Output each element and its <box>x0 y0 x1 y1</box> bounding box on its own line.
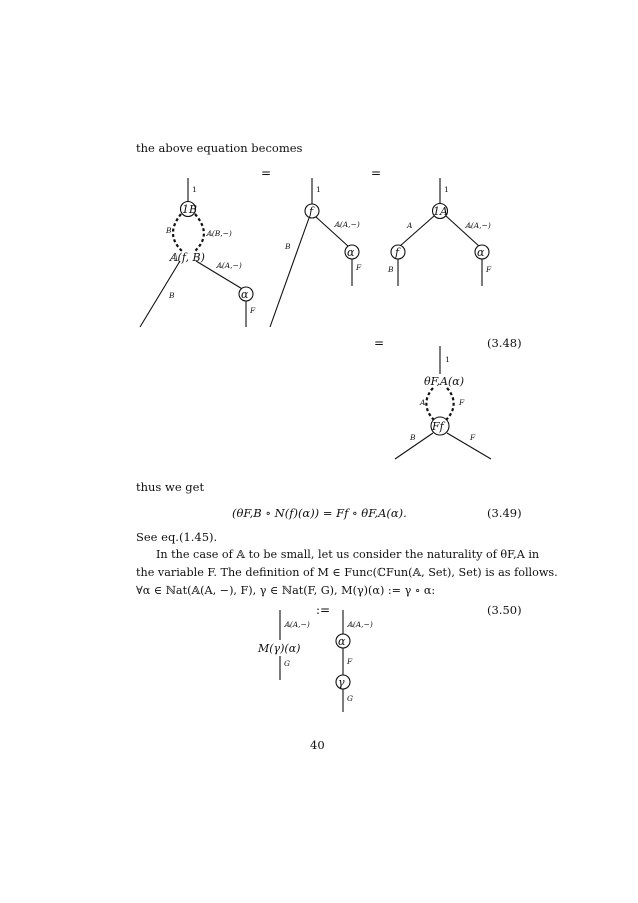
d4-left-label: B <box>410 433 416 442</box>
d3-top-label: 1 <box>444 185 449 194</box>
paragraph-line-1: In the case of 𝔸 to be small, let us consider the naturality of θF,A in <box>156 548 540 561</box>
d1-top-label: 1 <box>192 185 197 194</box>
d4-right-arc-label: F <box>459 398 465 407</box>
d6-gamma: γ <box>338 676 345 689</box>
d6-bottom-label: G <box>347 694 353 703</box>
d2-left-label: B <box>285 242 291 251</box>
d3-node-1A: 1A <box>433 205 448 218</box>
d3-alpha: α <box>477 246 485 259</box>
d1-node-1B: 1B <box>182 203 198 216</box>
d2-right-branch-label: 𝔸(A,−) <box>334 220 360 229</box>
d6-top-label: 𝔸(A,−) <box>347 620 373 629</box>
equals-sign-1: = <box>261 166 272 180</box>
d5-bottom-label: G <box>284 659 290 668</box>
equation-349: (θF,B ∘ N(f)(α)) = Ff ∘ θF,A(α). <box>232 506 407 520</box>
equals-sign-3: = <box>374 336 385 350</box>
d2-node-f: f <box>309 205 314 218</box>
thus-text: thus we get <box>136 480 205 494</box>
d3-node-f: f <box>395 246 400 259</box>
d5-wire-label: 𝔸(A,−) <box>284 620 310 629</box>
d3-left-branch-label: A <box>407 221 413 230</box>
d4-left-arc-label: A <box>420 398 426 407</box>
d4-node-theta: θF,A(α) <box>424 375 464 388</box>
d1-node-Af-B: 𝔸(f, B) <box>169 251 205 264</box>
d3-left-label: B <box>388 265 394 274</box>
d6-mid-label: F <box>347 657 353 666</box>
d1-alpha: α <box>241 288 249 301</box>
page-number: 40 <box>310 738 325 752</box>
paragraph-line-3: ∀α ∈ ℕat(𝔸(A, −), F), γ ∈ ℕat(F, G), M(γ)(α) := γ ∘ α: <box>136 584 436 597</box>
d3-right-branch-label: 𝔸(A,−) <box>465 221 491 230</box>
equals-sign-2: = <box>371 166 382 180</box>
d4-top-label: 1 <box>445 355 450 364</box>
d2-top-label: 1 <box>316 185 321 194</box>
equation-number-350: (3.50) <box>487 603 522 617</box>
paragraph-line-2: the variable F. The definition of M ∈ Func(ℂFun(𝔸, Set), Set) is as follows. <box>136 566 558 579</box>
d1-right-branch-label: 𝔸(A,−) <box>216 261 242 270</box>
d6-alpha: α <box>338 635 346 648</box>
intro-text: the above equation becomes <box>136 141 303 155</box>
d1-bottom-right-label: F <box>250 306 256 315</box>
d3-right-label: F <box>486 265 492 274</box>
defines-sign: := <box>316 603 331 617</box>
d2-right-label: F <box>356 263 362 272</box>
d1-right-arc-label: 𝔸(B,−) <box>206 229 232 238</box>
equation-number-348: (3.48) <box>487 336 522 350</box>
d2-alpha: α <box>347 246 355 259</box>
d4-node-Ff: Ff <box>432 420 444 433</box>
d5-node: M(γ)(α) <box>258 642 301 655</box>
d4-right-label: F <box>470 433 476 442</box>
d1-bottom-left-label: B <box>169 291 175 300</box>
d1-left-arc-label: B <box>166 226 172 235</box>
equation-number-349: (3.49) <box>487 506 522 520</box>
see-reference: See eq.(1.45). <box>136 530 218 544</box>
